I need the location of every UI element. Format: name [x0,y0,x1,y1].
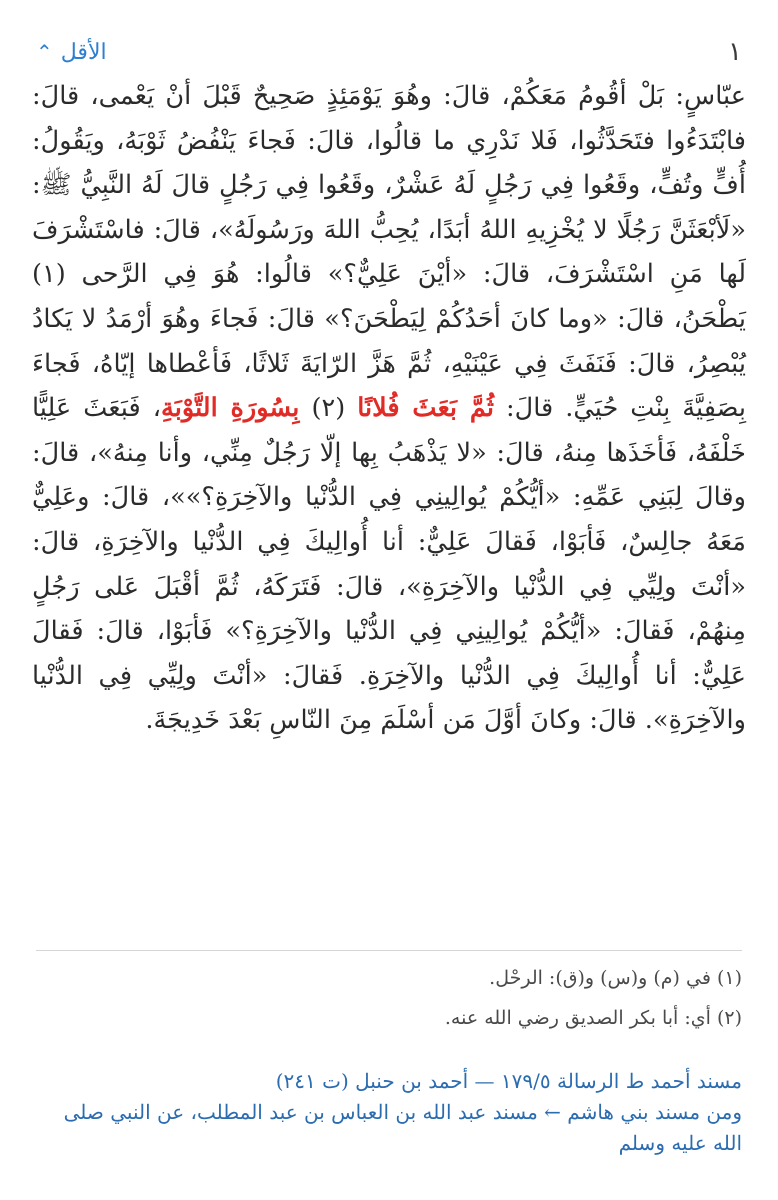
source-chapter-link[interactable]: ومن مسند بني هاشم ← مسند عبد الله بن العباس بن عبد المطلب، عن النبي صلى الله عليه وسلم [63,1100,742,1155]
collapse-toggle[interactable] [36,40,107,65]
footnote-1: (١) في (م) و(س) و(ق): الرحْل. [489,967,742,989]
page-number: ١ [728,37,742,67]
chevron-up-icon: ⌃ [36,40,53,64]
source-reference [36,1066,742,1159]
hadith-text [32,74,746,743]
highlight-sent-someone: ثُمَّ بَعَثَ فُلانًا [357,393,494,424]
highlight-surat-tawbah: بِسُورَةِ التَّوْبَةِ [161,393,300,424]
text-after: ، فَبَعَثَ عَلِيًّا خَلْفَهُ، فَأخَذَها مِنهُ، قالَ: «لا يَذْهَبُ بِها إلّا رَجُلٌ مِنِّي، وأنا مِنهُ»، قالَ: وقالَ لِبَنِي عَمِّهِ: «أيُّكُمْ يُوالِينِي فِي الدُّنْيا والآخِرَةِ؟»»، قالَ: وعَلِيٌّ مَعَهُ جالِسٌ، فَأبَوْا، فَقالَ عَلِيٌّ: أنا أُوالِيكَ فِي الدُّنْيا والآخِرَةِ، قالَ: «أنْتَ ولِيِّي فِي الدُّنْيا والآخِرَةِ»، قالَ: فَتَرَكَهُ، ثُمَّ أقْبَلَ عَلى رَجُلٍ مِنهُمْ، فَقالَ: «أيُّكُمْ يُوالِينِي فِي الدُّنْيا والآخِرَةِ؟» فَأبَوْا، قالَ: فَقالَ عَلِيٌّ: أنا أُوالِيكَ فِي الدُّنْيا والآخِرَةِ. فَقالَ: «أنْتَ ولِيِّي فِي الدُّنْيا والآخِرَةِ». قالَ: وكانَ أوَّلَ مَن أسْلَمَ مِنَ النّاسِ بَعْدَ خَدِيجَةَ. [32,393,746,736]
footnote-ref-2[interactable]: (٢) [299,393,358,424]
collapse-label: الأقل [60,39,107,65]
page-header [36,30,742,74]
source-book-link[interactable]: مسند أحمد ط الرسالة ١٧٩/٥ — أحمد بن حنبل (ت ٢٤١) [275,1069,742,1093]
footnote-2: (٢) أي: أبا بكر الصديق رضي الله عنه. [444,1007,742,1029]
footnotes [32,958,742,1038]
footnote-divider [36,950,742,951]
text-before: عبّاسٍ: بَلْ أقُومُ مَعَكُمْ، قالَ: وهُوَ يَوْمَئِذٍ صَحِيحٌ قَبْلَ أنْ يَعْمى، قالَ: فابْتَدَءُوا فتَحَدَّثُوا، فَلا نَدْرِي ما قالُوا، قالَ: فَجاءَ يَنْفُضُ ثَوْبَهُ، ويَقُولُ: أُفٍّ وتُفٍّ، وقَعُوا فِي رَجُلٍ لَهُ عَشْرٌ، وقَعُوا فِي رَجُلٍ قالَ لَهُ النَّبِيُّ ﷺ: «لَأبْعَثَنَّ رَجُلًا لا يُخْزِيهِ اللهُ أبَدًا، يُحِبُّ اللهَ ورَسُولَهُ»، قالَ: فاسْتَشْرَفَ لَها مَنِ اسْتَشْرَفَ، قالَ: «أيْنَ عَلِيٌّ؟» قالُوا: هُوَ فِي الرَّحى (١) يَطْحَنُ، قالَ: «وما كانَ أحَدُكُمْ لِيَطْحَنَ؟» قالَ: فَجاءَ وهُوَ أرْمَدُ لا يَكادُ يُبْصِرُ، قالَ: فَنَفَثَ فِي عَيْنَيْهِ، ثُمَّ هَزَّ الرّايَةَ ثَلاثًا، فَأعْطاها إيّاهُ، فَجاءَ بِصَفِيَّةَ بِنْتِ حُيَيٍّ. قالَ: [32,81,747,424]
